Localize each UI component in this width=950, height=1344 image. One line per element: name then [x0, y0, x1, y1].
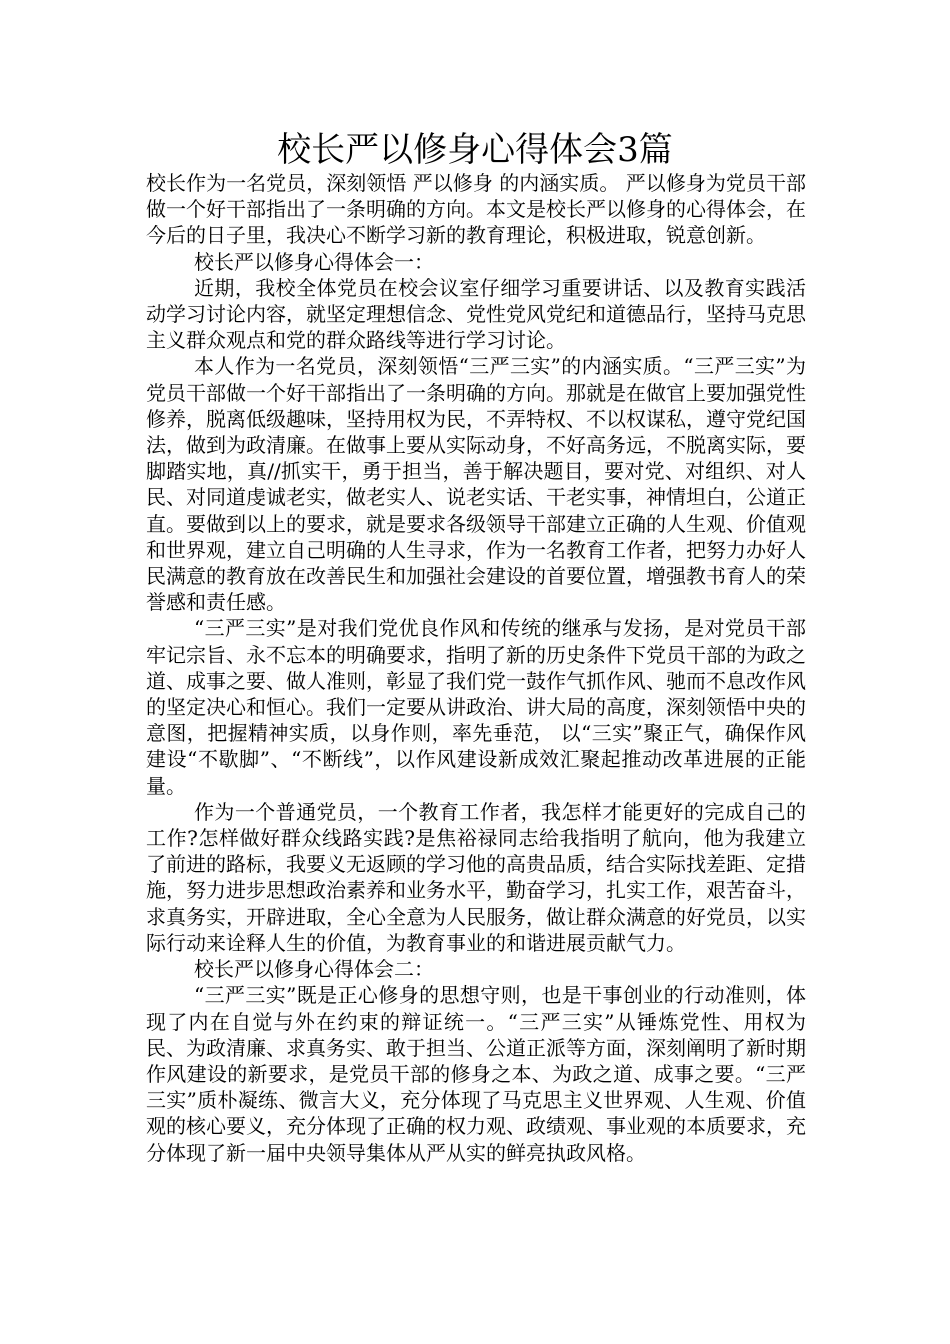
body-paragraph: “三严三实”是对我们党优良作风和传统的继承与发扬，是对党员干部牢记宗旨、永不忘本的明确要求，指明了新的历史条件下党员干部的为政之道、成事之要、做人准则，彰显了我们党一鼓作气抓作风、驰而不息改作风的坚定决心和恒心。我们一定要从讲政治、讲大局的高度，深刻领悟中央的意图，把握精神实质，以身作则，率先垂范， 以“三实”聚正气，确保作风建设“不歇脚”、“不断线”，以作风建设新成效汇聚起推动改革进展的正能量。: [146, 616, 806, 798]
body-paragraph: 近期，我校全体党员在校会议室仔细学习重要讲话、以及教育实践活动学习讨论内容，就坚定理想信念、党性党风党纪和道德品行，坚持马克思主义群众观点和党的群众路线等进行学习讨论。: [146, 275, 806, 353]
body-paragraph: “三严三实”既是正心修身的思想守则，也是干事创业的行动准则，体现了内在自觉与外在约束的辩证统一。“三严三实”从锤炼党性、用权为民、为政清廉、求真务实、敢于担当、公道正派等方面，深刻阐明了新时期作风建设的新要求，是党员干部的修身之本、为政之道、成事之要。“三严三实”质朴凝练、微言大义，充分体现了马克思主义世界观、人生观、价值观的核心要义，充分体现了正确的权力观、政绩观、事业观的本质要求，充分体现了新一届中央领导集体从严从实的鲜亮执政风格。: [146, 983, 806, 1165]
body-paragraph: 作为一个普通党员，一个教育工作者，我怎样才能更好的完成自己的工作?怎样做好群众线路实践?是焦裕禄同志给我指明了航向，他为我建立了前进的路标，我要义无返顾的学习他的高贵品质，结合实际找差距、定措施，努力进步思想政治素养和业务水平，勤奋学习，扎实工作，艰苦奋斗，求真务实，开辟进取，全心全意为人民服务，做让群众满意的好党员，以实际行动来诠释人生的价值，为教育事业的和谐进展贡献气力。: [146, 799, 806, 955]
intro-paragraph: 校长作为一名党员，深刻领悟 严以修身 的内涵实质。 严以修身为党员干部做一个好干部指出了一条明确的方向。本文是校长严以修身的心得体会，在今后的日子里，我决心不断学习新的教育理论，积极进取，锐意创新。: [146, 171, 806, 248]
section-heading-one: 校长严以修身心得体会一：: [194, 249, 434, 274]
document-body: [146, 170, 806, 1166]
body-paragraph: 本人作为一名党员，深刻领悟“三严三实”的内涵实质。“三严三实”为党员干部做一个好干部指出了一条明确的方向。那就是在做官上要加强党性修养，脱离低级趣味，坚持用权为民，不弄特权、不以权谋私，遵守党纪国法，做到为政清廉。在做事上要从实际动身，不好高务远，不脱离实际，要脚踏实地，真//抓实干，勇于担当，善于解决题目，要对党、对组织、对人民、对同道虔诚老实，做老实人、说老实话、干老实事，神情坦白，公道正直。要做到以上的要求，就是要求各级领导干部建立正确的人生观、价值观和世界观，建立自己明确的人生寻求，作为一名教育工作者，把努力办好人民满意的教育放在改善民生和加强社会建设的首要位置，增强教书育人的荣誉感和责任感。: [146, 354, 806, 615]
section-heading-two: 校长严以修身心得体会二：: [194, 957, 434, 982]
document-title: 校长严以修身心得体会3篇: [277, 130, 673, 170]
